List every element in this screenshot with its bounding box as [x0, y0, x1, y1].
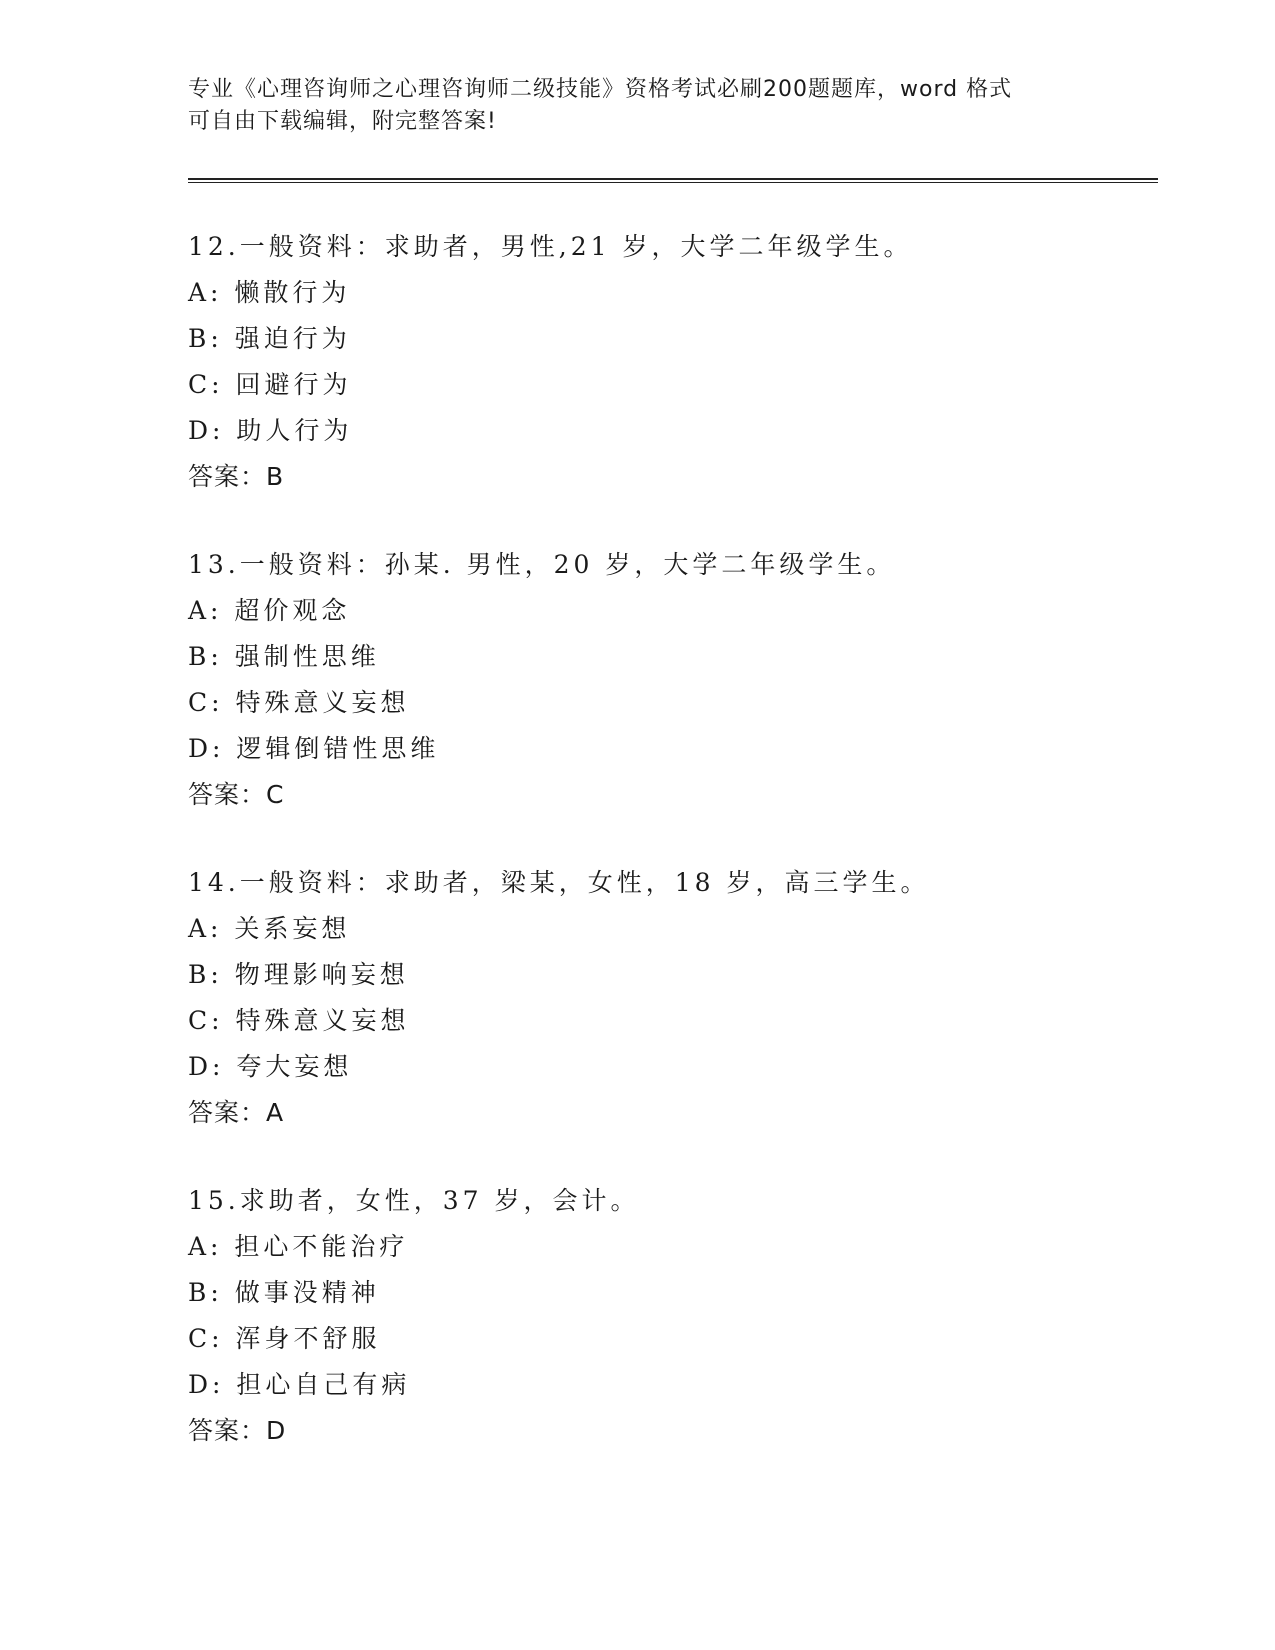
document-header: [188, 74, 1088, 138]
header-title-line-2: 可自由下载编辑，附完整答案!: [188, 109, 497, 134]
option-a: A: 担心不能治疗: [188, 1232, 409, 1261]
answer-line: 答案：D: [188, 1416, 287, 1445]
answer-line: 答案：C: [188, 780, 285, 809]
question-block: [188, 1178, 1138, 1454]
option-b: B: 做事没精神: [188, 1278, 380, 1307]
option-d: D: 担心自己有病: [188, 1370, 411, 1399]
question-block: [188, 860, 1138, 1136]
option-c: C: 特殊意义妄想: [188, 1006, 410, 1035]
question-block: [188, 224, 1138, 500]
option-d: D: 逻辑倒错性思维: [188, 734, 440, 763]
option-c: C: 特殊意义妄想: [188, 688, 410, 717]
option-a: A: 关系妄想: [188, 914, 351, 943]
option-c: C: 浑身不舒服: [188, 1324, 381, 1353]
option-a: A: 超价观念: [188, 596, 351, 625]
question-stem: 14.一般资料：求助者，梁某，女性，18 岁，高三学生。: [188, 868, 930, 897]
header-divider: [188, 178, 1158, 183]
question-stem: 15.求助者，女性，37 岁，会计。: [188, 1186, 640, 1215]
option-b: B: 强迫行为: [188, 324, 351, 353]
option-c: C: 回避行为: [188, 370, 352, 399]
question-stem: 13.一般资料：孙某. 男性，20 岁，大学二年级学生。: [188, 550, 896, 579]
header-title-line-1: 专业《心理咨询师之心理咨询师二级技能》资格考试必刷200题题库，word 格式: [188, 77, 1013, 102]
option-a: A: 懒散行为: [188, 278, 351, 307]
answer-line: 答案：B: [188, 462, 285, 491]
option-b: B: 强制性思维: [188, 642, 380, 671]
question-stem: 12.一般资料：求助者，男性,21 岁，大学二年级学生。: [188, 232, 913, 261]
answer-line: 答案：A: [188, 1098, 285, 1127]
option-d: D: 助人行为: [188, 416, 353, 445]
question-block: [188, 542, 1138, 818]
option-d: D: 夸大妄想: [188, 1052, 353, 1081]
option-b: B: 物理影响妄想: [188, 960, 409, 989]
